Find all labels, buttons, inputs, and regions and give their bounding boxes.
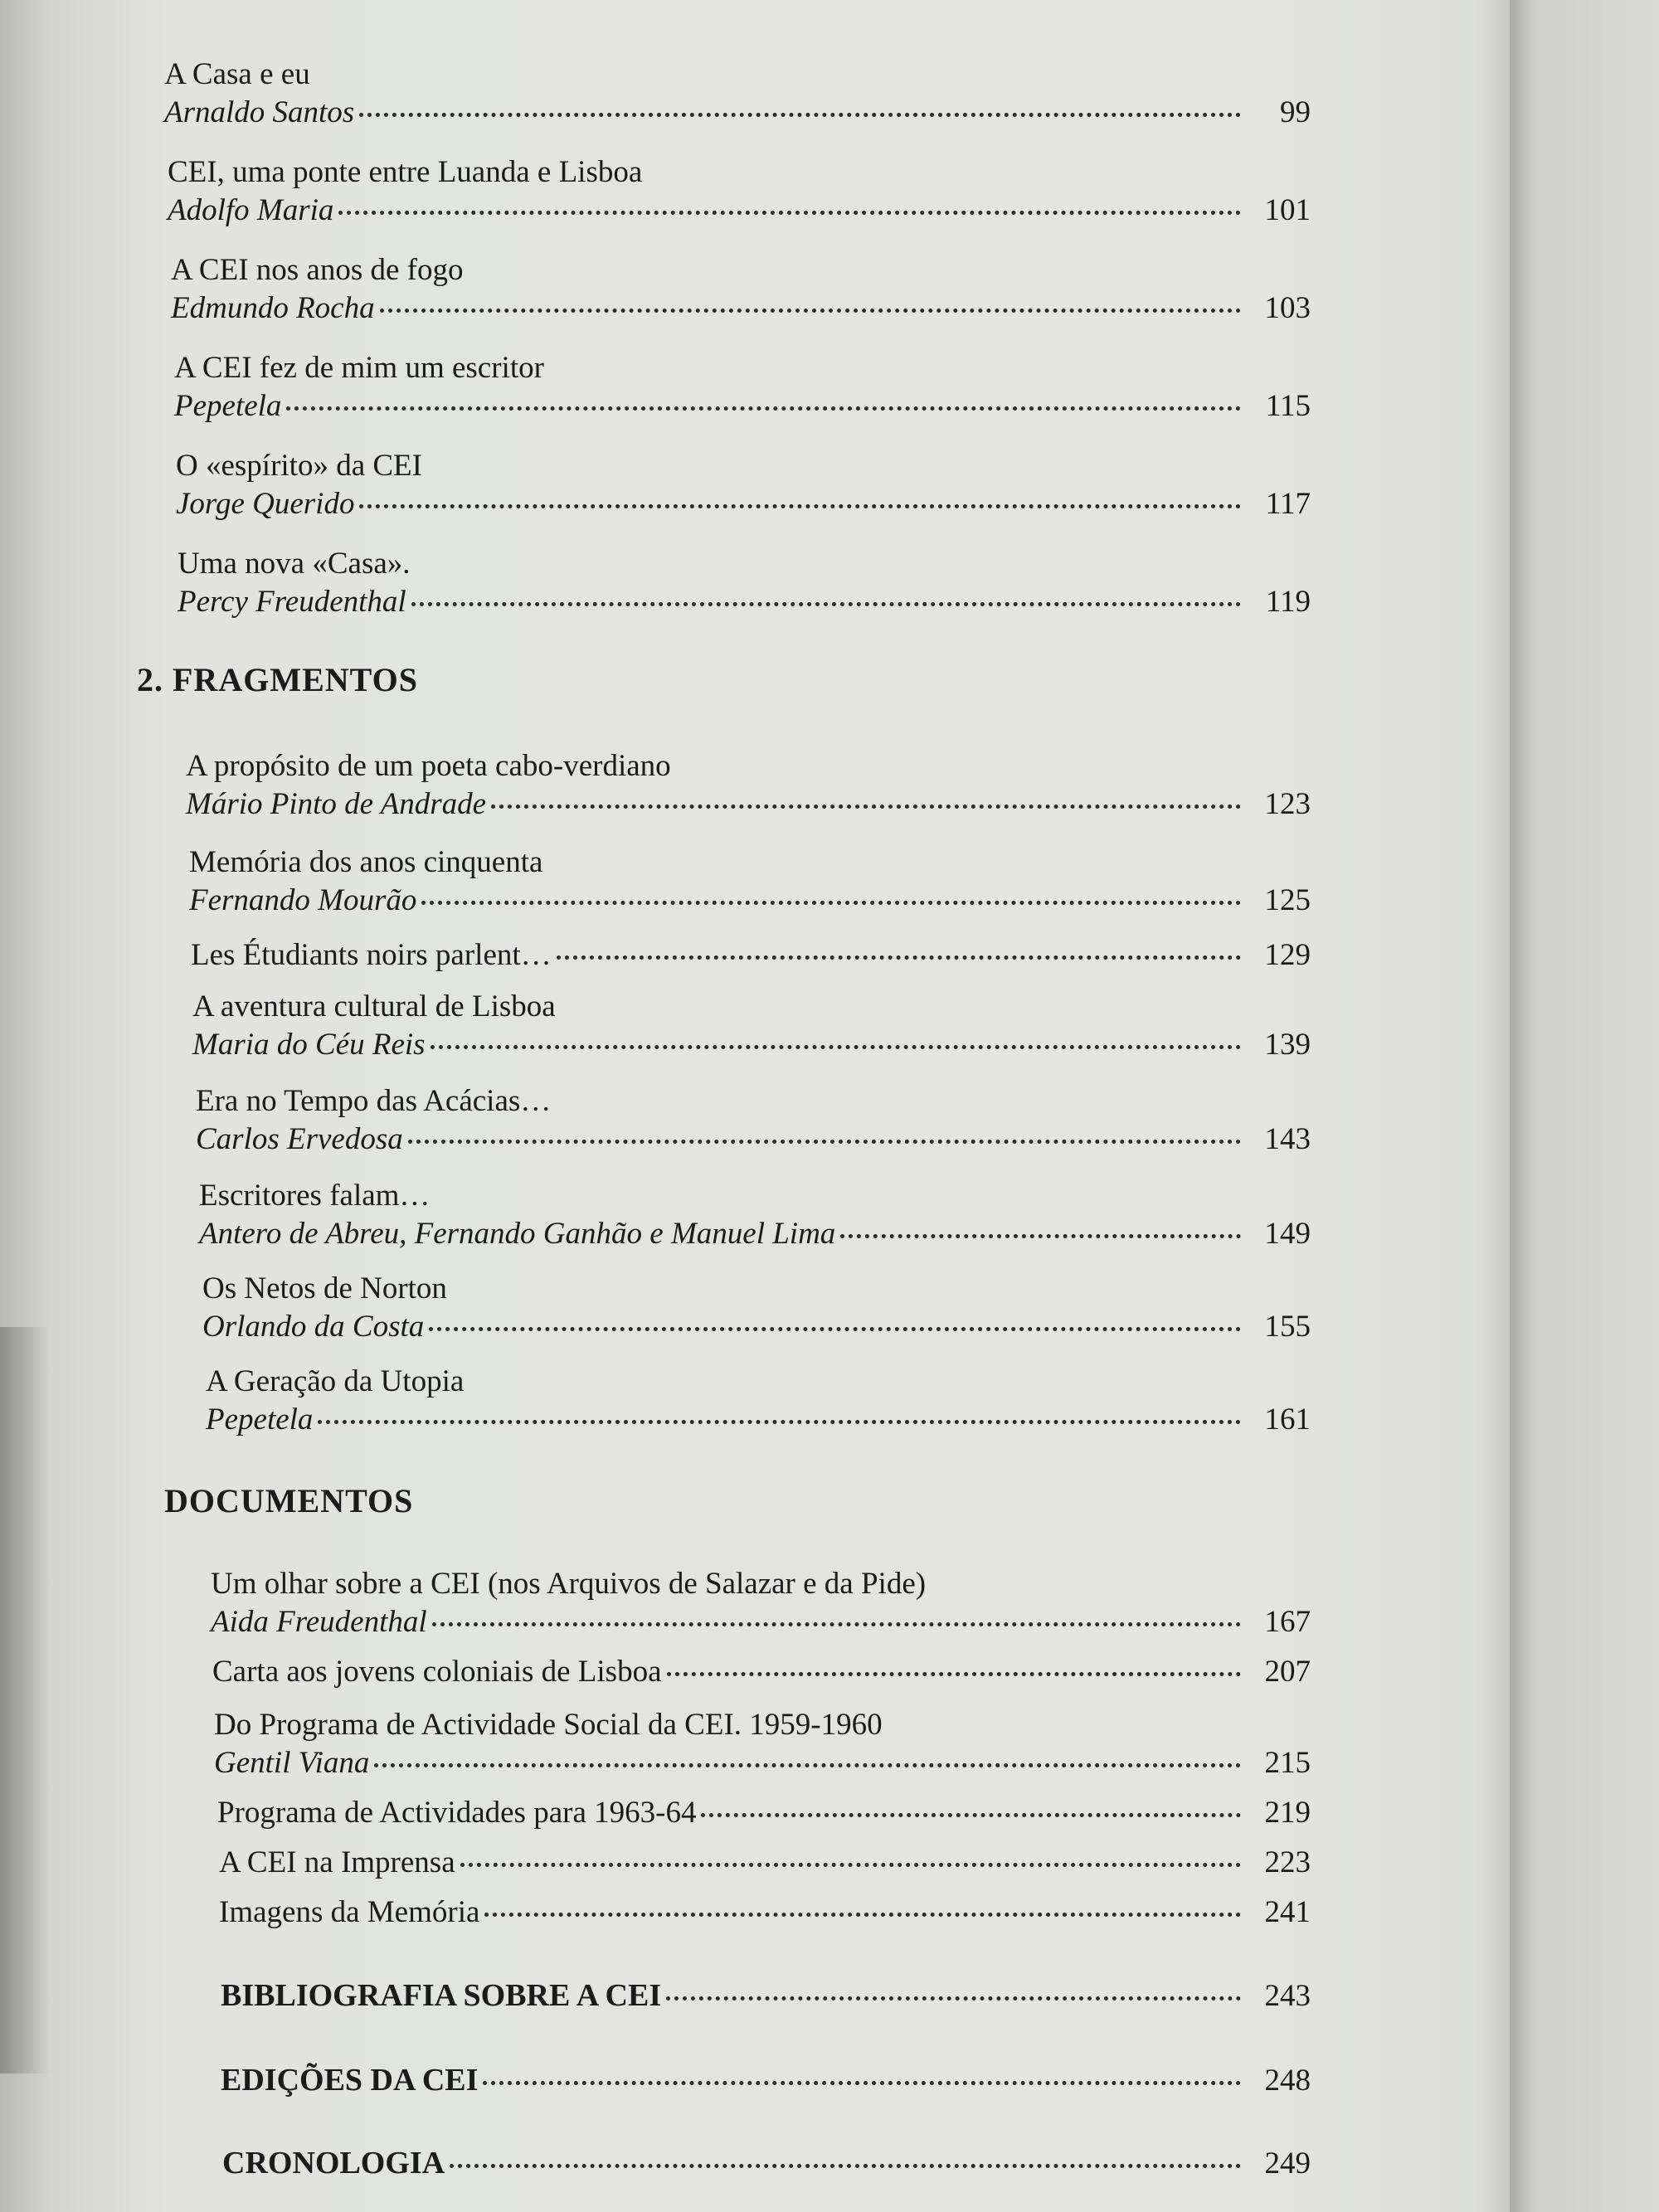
entry-page-number: 123 <box>1264 787 1311 821</box>
toc-entry <box>174 348 1311 431</box>
toc-entry <box>189 843 1311 926</box>
entry-page-number: 167 <box>1264 1605 1311 1639</box>
dot-leader <box>338 211 1241 215</box>
entry-page-number: 241 <box>1264 1895 1311 1929</box>
dot-leader <box>359 113 1241 117</box>
toc-entry <box>221 2062 1311 2107</box>
entry-title: Um olhar sobre a CEI (nos Arquivos de Salazar e da Pide) <box>211 1567 927 1601</box>
entry-title: A CEI fez de mim um escritor <box>174 351 544 385</box>
entry-title: Uma nova «Casa». <box>178 547 411 581</box>
entry-page-number: 249 <box>1264 2146 1311 2180</box>
entry-title: Carta aos jovens coloniais de Lisboa <box>212 1655 662 1689</box>
dot-leader <box>667 1672 1241 1676</box>
toc-entry <box>191 937 1311 982</box>
dot-leader <box>557 955 1241 960</box>
entry-page-number: 143 <box>1264 1122 1311 1156</box>
dot-leader <box>666 1996 1241 2001</box>
toc-entry <box>196 1082 1311 1164</box>
dot-leader <box>491 805 1241 809</box>
entry-page-number: 99 <box>1280 95 1311 129</box>
entry-page-number: 207 <box>1264 1655 1311 1689</box>
dot-leader <box>380 309 1241 313</box>
dot-leader <box>421 901 1241 905</box>
back-matter-title: CRONOLOGIA <box>222 2146 445 2180</box>
entry-page-number: 115 <box>1265 389 1311 423</box>
dot-leader <box>483 2081 1241 2085</box>
entry-page-number: 243 <box>1264 1979 1311 2013</box>
toc-entry <box>211 1564 1311 1647</box>
entry-author: Edmundo Rocha <box>171 291 375 325</box>
dot-leader <box>408 1140 1241 1144</box>
toc-entry <box>171 250 1311 333</box>
entry-page-number: 161 <box>1264 1403 1311 1437</box>
entry-page-number: 125 <box>1264 883 1311 917</box>
dot-leader <box>484 1913 1241 1917</box>
entry-title: Era no Tempo das Acácias… <box>196 1084 552 1118</box>
toc-entry <box>186 746 1311 829</box>
entry-title: A aventura cultural de Lisboa <box>192 989 556 1023</box>
entry-page-number: 119 <box>1265 585 1311 619</box>
entry-page-number: 103 <box>1264 291 1311 325</box>
toc-entry <box>219 1894 1311 1939</box>
entry-author: Maria do Céu Reis <box>192 1028 426 1062</box>
entry-author: Gentil Viana <box>214 1746 370 1780</box>
dot-leader <box>701 1813 1241 1817</box>
entry-author: Carlos Ervedosa <box>196 1122 403 1156</box>
entry-page-number: 248 <box>1264 2064 1311 2098</box>
entry-author: Fernando Mourão <box>189 883 417 917</box>
entry-author: Mário Pinto de Andrade <box>186 787 487 821</box>
section-heading: DOCUMENTOS <box>164 1482 414 1519</box>
entry-title: O «espírito» da CEI <box>176 449 422 483</box>
toc-entry <box>222 2145 1311 2190</box>
toc-entry <box>168 153 1311 236</box>
dot-leader <box>840 1234 1241 1238</box>
entry-title: A CEI na Imprensa <box>219 1845 455 1879</box>
entry-page-number: 219 <box>1264 1796 1311 1830</box>
dot-leader <box>432 1622 1241 1626</box>
entry-title: Do Programa de Actividade Social da CEI. 1959-1960 <box>214 1708 883 1742</box>
entry-title: A CEI nos anos de fogo <box>171 253 464 287</box>
entry-title: Les Étudiants noirs parlent… <box>191 938 552 972</box>
dot-leader <box>411 602 1241 606</box>
toc-entry <box>217 1795 1311 1840</box>
dot-leader <box>374 1763 1241 1767</box>
toc-entry <box>176 446 1311 529</box>
dot-leader <box>450 2164 1241 2168</box>
entry-page-number: 139 <box>1264 1028 1311 1062</box>
entry-author: Adolfo Maria <box>168 193 334 227</box>
entry-title: Programa de Actividades para 1963-64 <box>217 1796 697 1830</box>
entry-author: Aida Freudenthal <box>211 1605 427 1639</box>
page-edge <box>1510 0 1659 2212</box>
entry-title: Imagens da Memória <box>219 1895 480 1929</box>
entry-author: Pepetela <box>174 389 282 423</box>
entry-author: Arnaldo Santos <box>164 95 355 129</box>
toc-entry <box>164 55 1311 138</box>
dot-leader <box>431 1045 1241 1049</box>
dot-leader <box>359 504 1241 508</box>
entry-page-number: 117 <box>1265 487 1311 521</box>
toc-entry <box>192 987 1311 1070</box>
entry-page-number: 215 <box>1264 1746 1311 1780</box>
entry-author: Percy Freudenthal <box>178 585 406 619</box>
dot-leader <box>286 406 1241 411</box>
entry-author: Pepetela <box>206 1403 314 1437</box>
section-heading: 2. FRAGMENTOS <box>137 661 418 698</box>
entry-page-number: 223 <box>1264 1845 1311 1879</box>
dot-leader <box>429 1327 1241 1331</box>
entry-title: Escritores falam… <box>199 1179 431 1213</box>
toc-entry <box>221 1977 1311 2022</box>
entry-title: A propósito de um poeta cabo-verdiano <box>186 749 671 783</box>
toc-entry <box>202 1269 1311 1352</box>
toc-entry <box>212 1654 1311 1699</box>
entry-author: Jorge Querido <box>176 487 355 521</box>
entry-page-number: 129 <box>1264 938 1311 972</box>
toc-entry <box>206 1362 1311 1445</box>
entry-title: A Casa e eu <box>164 57 310 91</box>
back-matter-title: BIBLIOGRAFIA SOBRE A CEI <box>221 1978 662 2013</box>
entry-title: Os Netos de Norton <box>202 1271 447 1305</box>
toc-entry <box>199 1176 1311 1259</box>
entry-author: Antero de Abreu, Fernando Ganhão e Manuel Lima <box>199 1217 836 1251</box>
entry-author: Orlando da Costa <box>202 1310 425 1344</box>
toc-entry <box>219 1845 1311 1889</box>
entry-page-number: 155 <box>1264 1310 1311 1344</box>
dot-leader <box>460 1863 1241 1867</box>
dot-leader <box>318 1420 1241 1424</box>
entry-title: A Geração da Utopia <box>206 1364 465 1398</box>
entry-title: Memória dos anos cinquenta <box>189 845 543 879</box>
entry-page-number: 149 <box>1264 1217 1311 1251</box>
entry-title: CEI, uma ponte entre Luanda e Lisboa <box>168 155 643 189</box>
back-matter-title: EDIÇÕES DA CEI <box>221 2063 479 2098</box>
entry-page-number: 101 <box>1264 193 1311 227</box>
toc-entry <box>214 1705 1311 1788</box>
toc-entry <box>178 544 1311 627</box>
